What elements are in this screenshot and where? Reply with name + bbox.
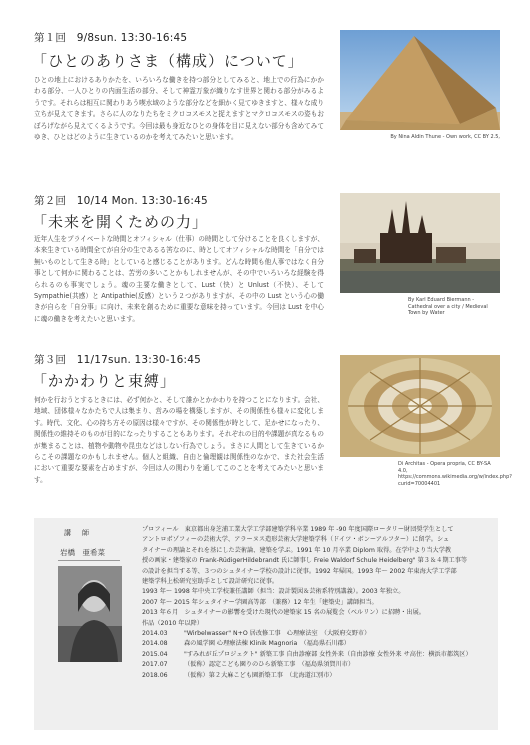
- work-title: "すみれが丘プロジェクト" 新築工事 自由診療部 女性外来（自由診療 女性外来 サ高住：横浜市都筑区）: [184, 650, 472, 658]
- lecturer-biography: [142, 525, 490, 681]
- session-title: 「ひとのありさま（構成）について」: [32, 52, 304, 70]
- photo-credit: By Nina Aldin Thune - Own work, CC BY 2.5,: [390, 134, 500, 140]
- work-year: 2014.08: [142, 640, 168, 648]
- bio-line: の設計を担当する等、３つのシュタイナー学校の設計に従事。1992 年帰国。1993 年～ 2002 年東海大学工学部: [142, 567, 457, 575]
- session-description: ひとの地上におけるありかたを、いろいろな働きを持つ部分としてみると、地上での行為にかかわる部分、一人ひとりの内面生活の部分、そして神霊万象が織りなす世界と関わる部分がみるようです。それらは相互に関わりあう喫水域のような部分などを細かく見てゆきますと、様々な成り立ちが見えてきます。さらに人のなりたちをミクロコスモスと捉えますとマクロコスモスの姿もおぼろげながら見えてくるようです。今回は最も身近なひとの身体を目に見えない部分も含めてみてゆき、ひとはどのように生きているのかを考えてみたいと思います。: [34, 76, 324, 142]
- lecturer-photo: [58, 566, 122, 662]
- work-item: [142, 660, 490, 670]
- bio-line: アントロポゾフィーの芸術大学、アラーヌス造形芸術大学建築学科（ドイツ・ボンーアルフター）に留学。シュ: [142, 536, 450, 544]
- pyramid-image: [340, 30, 500, 130]
- work-item: [142, 639, 490, 649]
- work-year: 2014.03: [142, 630, 168, 638]
- work-title: 森の風学園 心理療法棟 Klinik Magnoria （福島県石川郡）: [184, 640, 350, 648]
- photo-credit: Di Architas - Opera propria, CC BY-SA 4.0, https://commons.wikimedia.org/w/index.php?curid=70004401: [398, 461, 512, 487]
- photo-credit: By Karl Eduard Biermann - Cathedral over a city / Medieval Town by Water: [408, 297, 488, 316]
- pyramid-photo: [340, 30, 500, 130]
- name-divider: [58, 560, 120, 561]
- bio-line: 建築学科上松研究室助手として設計研究に従事。: [142, 578, 279, 586]
- session-title: 「かかわりと束縛」: [32, 372, 177, 390]
- bio-line: 授の画家・建築家の Frank-RüdigerHildebrandt 氏に師事し Freie Waldorf Schule Heidelberg" 第３＆４期工事等: [142, 557, 468, 565]
- cathedral-painting: [340, 193, 500, 293]
- dome-photo: [340, 355, 500, 457]
- session-heading: 第２回 10/14 Mon. 13:30-16:45: [34, 195, 208, 207]
- work-title: （仮称）認定こども園りのひら新築工事 （福島県須賀川市）: [184, 661, 355, 669]
- lecturer-portrait: [58, 566, 122, 662]
- session-description: 何かを行おうとするときには、必ず何かと、そして誰かとかかわりを持つことになります。会社、地域、団体様々なかたちで人は集まり、営みの場を構築しますが、その関係性も様々に変化します。時代、文化、心の持ち方その原因は様々ですが、その関係性が時として、足かせになったり、関係性の維持そのものが目的になったりすることもあります。それぞれの目的や課題が真なるものが集まることは、植物や動物や昆虫などはしない行為でしょう。まさに人間として生きているからこその課題なのかもしれません。個人と組織、自由と倫理観は関係性のなかで、また社会生活において重要な要素を占めますが、今回は人の関わりを通してこのことを考えてみたいと思います。: [34, 396, 324, 484]
- bio-line: 2013 年６月 シュタイナーの影響を受けた現代の建築家 15 名の展覧会（ベルリン）に招聘・出展。: [142, 609, 425, 617]
- lecturer-role: 講 師: [64, 529, 91, 537]
- work-title: （仮称）第２大麻こども園新築工事 （北海道江別市）: [184, 671, 336, 679]
- work-year: 2018.06: [142, 671, 168, 679]
- session-description: 近年人生をプライベートな時間とオフィシャル（仕事）の時間として分けることを良くしますが、本来生きている時間全てが自分の生であるる筈なのに、時としてオフィシャルな時間を「自分では無いものとして生きる時」としていると感じることがあります。どんな時間も他人事ではなく自分事として何かに関わることは、苦労の多いことかもしれませんが、その中でいろいろな経験を得られるのも事実でしょう。魂の主要な働きとして、Lust（快）と Unlust（不快）、そして Sympathie(共感）と Antipathie(反感）という２つがありますが、その中の Lust という心の働きが自らを「自分事」に向け、未来を創るために重要な意味を持っています。今回は Lust を中心に魂の働きを考えたいと思います。: [34, 235, 324, 323]
- lecturer-name: 岩橋 亜希菜: [60, 548, 105, 557]
- session-heading: 第１回 9/8sun. 13:30-16:45: [34, 32, 188, 44]
- work-year: 2017.07: [142, 661, 168, 669]
- bio-line: 1993 年～ 1998 年中央工学校兼任講師（担当：設計製図＆芸術系特別講義）。2003 年独立。: [142, 588, 405, 596]
- work-item: [142, 671, 490, 681]
- session-title: 「未来を開くための力」: [32, 213, 209, 231]
- work-item: [142, 650, 490, 660]
- bio-line: 2007 年～ 2015 年シュタイナー学園高等部 （兼務）12 年生「建築史」講師担当。: [142, 598, 378, 606]
- bio-line: プロフィール 東京都出身芝浦工業大学工学部建築学科卒業 1989 年 -90 年度国際ロータリー財団奨学生として: [142, 526, 454, 533]
- dome-image: [340, 355, 500, 457]
- bio-line: 作品（2010 年以降）: [142, 619, 204, 627]
- lecturer-profile-box: [34, 518, 498, 730]
- work-year: 2015.04: [142, 650, 168, 658]
- cathedral-image: [340, 193, 500, 293]
- bio-line: タイナーの理論とそれを基にした芸術論、建築を学ぶ。1991 年 10 月卒業 Diplom 取得。在学中より当大学教: [142, 546, 452, 554]
- work-item: [142, 629, 490, 639]
- session-heading: 第３回 11/17sun. 13:30-16:45: [34, 354, 202, 366]
- work-title: "Wirbelwasser" N+O 居改修工事 心理療法室 （大阪府交野市）: [184, 630, 371, 638]
